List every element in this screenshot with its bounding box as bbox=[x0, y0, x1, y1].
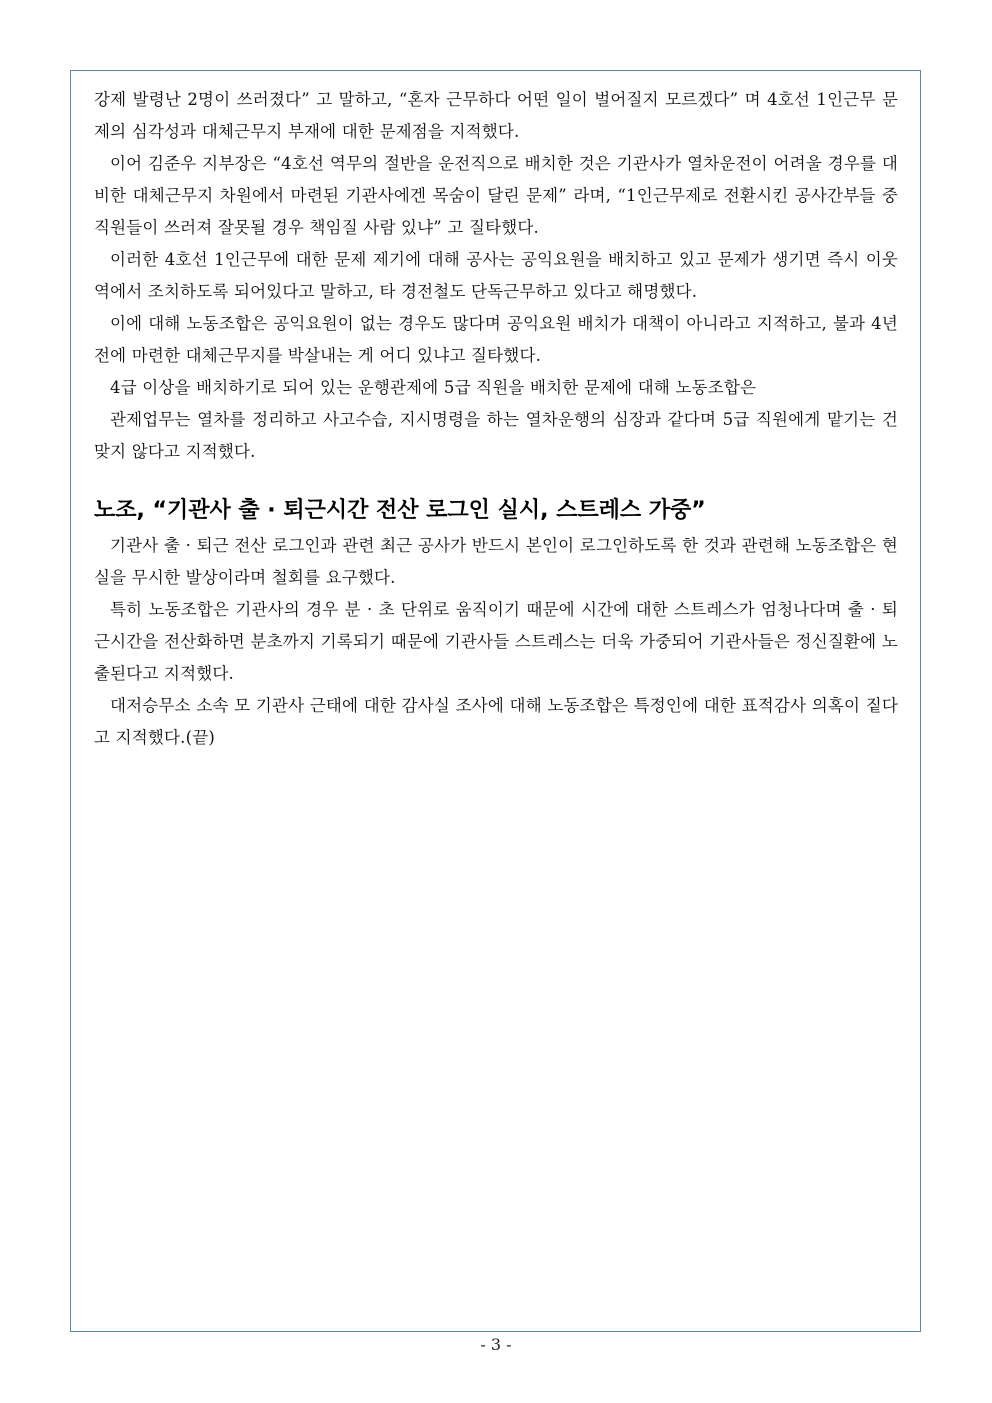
page-number: - 3 - bbox=[480, 1335, 512, 1354]
paragraph: 대저승무소 소속 모 기관사 근태에 대한 감사실 조사에 대해 노동조합은 특정인에 대한 표적감사 의혹이 짙다고 지적했다.(끝) bbox=[94, 696, 898, 747]
paragraph: 이에 대해 노동조합은 공익요원이 없는 경우도 많다며 공익요원 배치가 대책이 아니라고 지적하고, 불과 4년 전에 마련한 대체근무지를 박살내는 게 어디 있냐고 질타했다. bbox=[94, 314, 898, 365]
paragraph: 관제업무는 열차를 정리하고 사고수습, 지시명령을 하는 열차운행의 심장과 같다며 5급 직원에게 맡기는 건 맞지 않다고 지적했다. bbox=[94, 410, 898, 461]
paragraph: 기관사 출 · 퇴근 전산 로그인과 관련 최근 공사가 반드시 본인이 로그인하도록 한 것과 관련해 노동조합은 현실을 무시한 발상이라며 철회를 요구했다. bbox=[94, 536, 898, 587]
paragraph: 4급 이상을 배치하기로 되어 있는 운행관제에 5급 직원을 배치한 문제에 대해 노동조합은 bbox=[110, 378, 757, 397]
document-body bbox=[94, 84, 898, 754]
paragraph-continued: 강제 발령난 2명이 쓰러졌다” 고 말하고, “혼자 근무하다 어떤 일이 벌어질지 모르겠다” 며 4호선 1인근무 문제의 심각성과 대체근무지 부재에 대한 문제점을 지적했다. bbox=[94, 90, 898, 141]
paragraph: 이러한 4호선 1인근무에 대한 문제 제기에 대해 공사는 공익요원을 배치하고 있고 문제가 생기면 즉시 이웃역에서 조치하도록 되어있다고 말하고, 타 경전철도 단독근무하고 있다고 해명했다. bbox=[94, 250, 898, 301]
section-heading: 노조, “기관사 출 · 퇴근시간 전산 로그인 실시, 스트레스 가중” bbox=[94, 498, 706, 523]
paragraph: 이어 김준우 지부장은 “4호선 역무의 절반을 운전직으로 배치한 것은 기관사가 열차운전이 어려울 경우를 대비한 대체근무지 차원에서 마련된 기관사에겐 목숨이 달린 문제” 라며, “1인근무제로 전환시킨 공사간부들 중 직원들이 쓰러져 잘못될 경우 책임질 사람 있냐” 고 질타했다. bbox=[94, 154, 898, 237]
paragraph: 특히 노동조합은 기관사의 경우 분 · 초 단위로 움직이기 때문에 시간에 대한 스트레스가 엄청나다며 출 · 퇴근시간을 전산화하면 분초까지 기록되기 때문에 기관사들 스트레스는 더욱 가중되어 기관사들은 정신질환에 노출된다고 지적했다. bbox=[94, 600, 898, 683]
